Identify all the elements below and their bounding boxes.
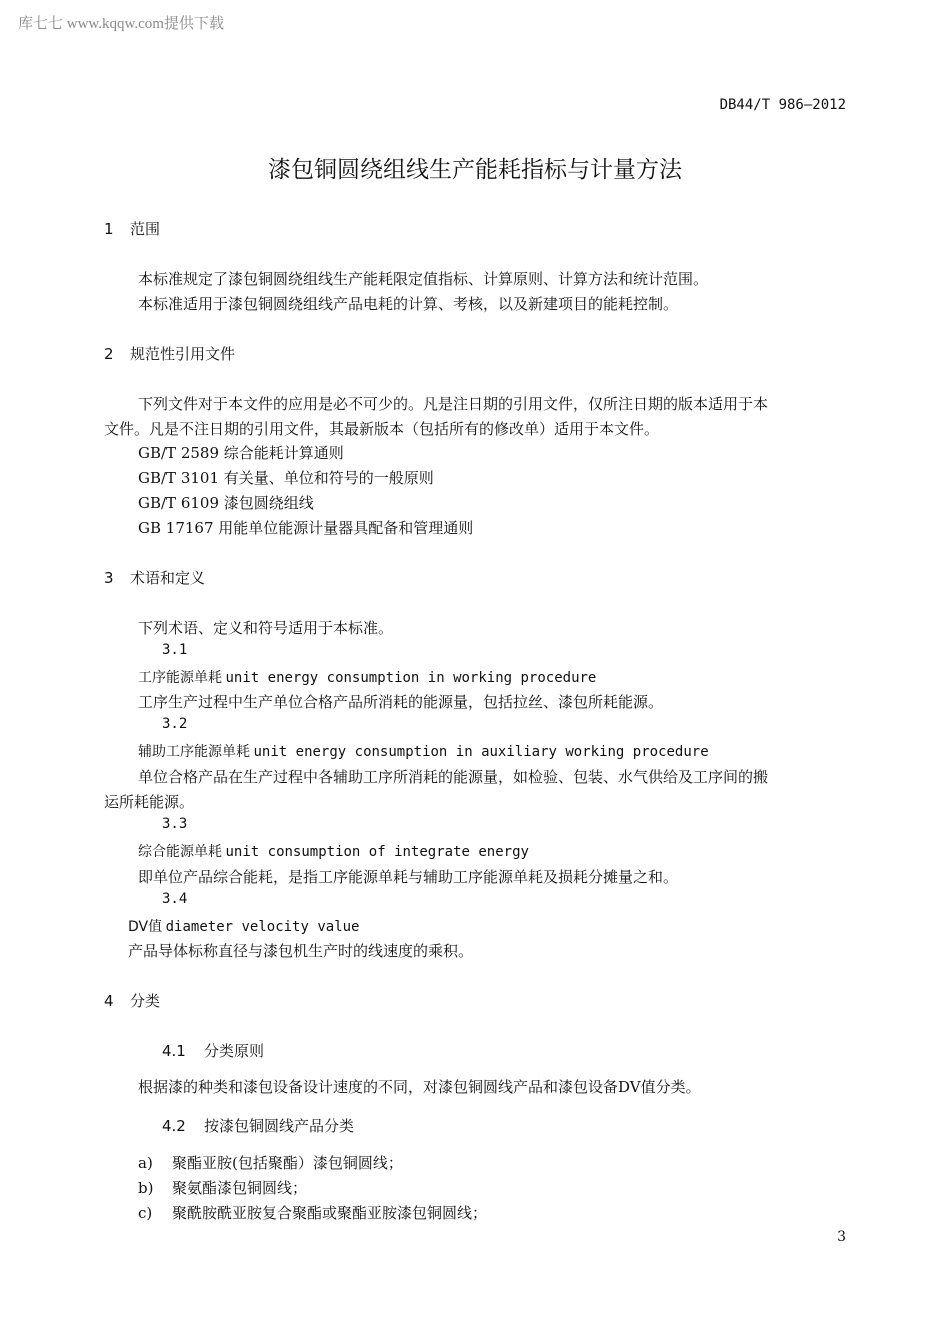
- term-en: unit energy consumption in working procedure: [225, 670, 597, 686]
- term-definition: 单位合格产品在生产过程中各辅助工序所消耗的能源量，如检验、包装、水气供给及工序间的搬: [138, 768, 769, 786]
- paragraph: 根据漆的种类和漆包设备设计速度的不同，对漆包铜圆线产品和漆包设备DV值分类。: [138, 1078, 701, 1096]
- subsection-4-1-heading: [162, 1040, 264, 1061]
- term-heading: [138, 841, 529, 861]
- term-heading: [138, 667, 596, 687]
- document-title: 漆包铜圆绕组线生产能耗指标与计量方法: [268, 157, 682, 183]
- reference-item: GB/T 2589 综合能耗计算通则: [138, 444, 344, 462]
- reference-item: GB 17167 用能单位能源计量器具配备和管理通则: [138, 519, 474, 537]
- term-definition-cont: 运所耗能源。: [104, 793, 195, 811]
- section-number: 2: [104, 345, 114, 363]
- reference-item: GB/T 6109 漆包圆绕组线: [138, 494, 314, 512]
- subsection-number: 4.1: [162, 1042, 186, 1060]
- list-item-label: b): [138, 1179, 154, 1197]
- reference-item: GB/T 3101 有关量、单位和符号的一般原则: [138, 469, 434, 487]
- list-item: [138, 1152, 403, 1173]
- term-heading: [128, 916, 360, 936]
- subsection-title: 分类原则: [204, 1042, 265, 1060]
- subsection-number: 4.2: [162, 1117, 186, 1135]
- watermark: 库七七 www.kqqw.com提供下载: [18, 16, 224, 32]
- term-number: 3.3: [162, 816, 188, 832]
- term-zh: DV值: [128, 919, 163, 935]
- list-item-label: a): [138, 1154, 153, 1172]
- subsection-4-2-heading: [162, 1115, 354, 1136]
- section-number: 4: [104, 992, 114, 1010]
- standard-number: DB44/T 986—2012: [719, 97, 846, 113]
- term-definition: 工序生产过程中生产单位合格产品所消耗的能源量，包括拉丝、漆包所耗能源。: [138, 693, 664, 711]
- section-2-heading: [104, 343, 235, 364]
- paragraph-line: 文件。凡是不注日期的引用文件，其最新版本（包括所有的修改单）适用于本文件。: [104, 420, 660, 438]
- section-3-heading: [104, 567, 205, 588]
- section-4-heading: [104, 990, 160, 1011]
- list-item-text: 聚酰胺酰亚胺复合聚酯或聚酯亚胺漆包铜圆线；: [172, 1204, 488, 1222]
- section-title: 范围: [130, 220, 161, 238]
- term-zh: 综合能源单耗: [138, 844, 222, 860]
- paragraph: 本标准规定了漆包铜圆绕组线生产能耗限定值指标、计算原则、计算方法和统计范围。: [138, 270, 709, 288]
- term-zh: 工序能源单耗: [138, 670, 222, 686]
- term-definition: 产品导体标称直径与漆包机生产时的线速度的乘积。: [128, 942, 474, 960]
- section-number: 1: [104, 220, 114, 238]
- section-title: 术语和定义: [130, 569, 206, 587]
- page-number: 3: [837, 1229, 846, 1245]
- list-item-text: 聚氨酯漆包铜圆线；: [172, 1179, 308, 1197]
- term-definition: 即单位产品综合能耗，是指工序能源单耗与辅助工序能源单耗及损耗分摊量之和。: [138, 868, 679, 886]
- term-heading: [138, 741, 709, 761]
- term-en: diameter velocity value: [165, 919, 360, 935]
- subsection-title: 按漆包铜圆线产品分类: [204, 1117, 355, 1135]
- term-number: 3.4: [162, 891, 188, 907]
- paragraph: 下列术语、定义和符号适用于本标准。: [138, 619, 394, 637]
- term-en: unit energy consumption in auxiliary working procedure: [253, 744, 709, 760]
- paragraph-line: 下列文件对于本文件的应用是必不可少的。凡是注日期的引用文件，仅所注日期的版本适用于本: [138, 395, 769, 413]
- term-zh: 辅助工序能源单耗: [138, 744, 250, 760]
- section-number: 3: [104, 569, 114, 587]
- term-number: 3.2: [162, 716, 188, 732]
- list-item: [138, 1202, 487, 1223]
- list-item-label: c): [138, 1204, 153, 1222]
- list-item: [138, 1177, 307, 1198]
- term-en: unit consumption of integrate energy: [225, 844, 529, 860]
- list-item-text: 聚酯亚胺(包括聚酯）漆包铜圆线；: [172, 1154, 403, 1172]
- section-1-heading: [104, 218, 160, 239]
- section-title: 规范性引用文件: [130, 345, 236, 363]
- section-title: 分类: [130, 992, 161, 1010]
- paragraph: 本标准适用于漆包铜圆绕组线产品电耗的计算、考核，以及新建项目的能耗控制。: [138, 295, 679, 313]
- term-number: 3.1: [162, 642, 188, 658]
